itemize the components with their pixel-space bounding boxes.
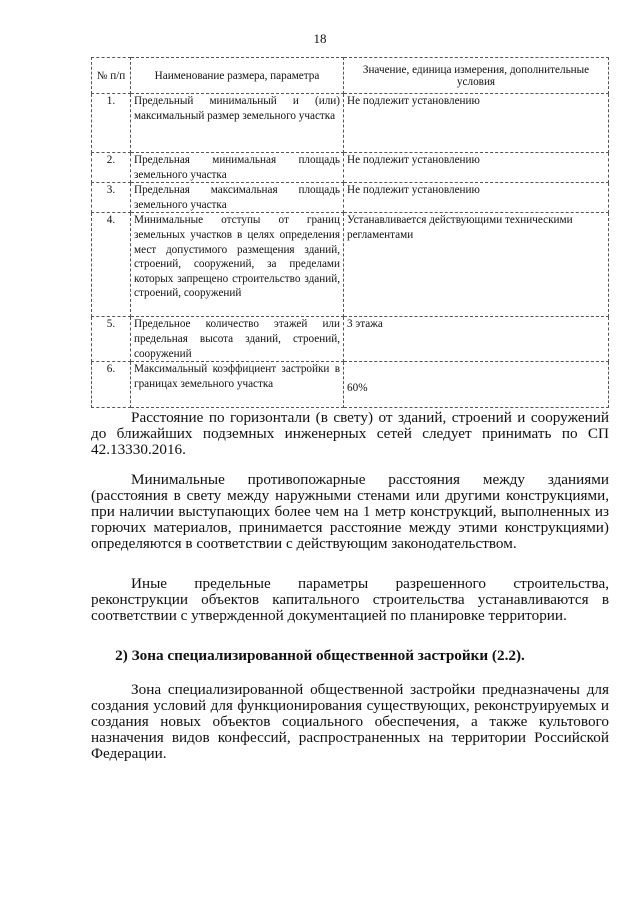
- row-value: 60%: [344, 362, 609, 408]
- table-row: [92, 213, 609, 317]
- paragraph-text: Зона специализированной общественной застройки предназначены для создания условий для функционирования существующих, реконструируемых и создания новых объектов социального обеспечения, а также культового назначения видов конфессий, распространенных на территории Российской Федерации.: [91, 681, 609, 762]
- row-number: 6.: [92, 362, 131, 408]
- row-value: 3 этажа: [344, 317, 609, 362]
- paragraph-other-parameters: [91, 576, 609, 624]
- section-heading: 2) Зона специализированной общественной застройки (2.2).: [115, 647, 525, 664]
- row-name: Предельная максимальная площадь земельного участка: [131, 183, 344, 213]
- parameters-table: [91, 57, 609, 408]
- section-paragraph: [91, 682, 609, 762]
- paragraph-text: Иные предельные параметры разрешенного строительства, реконструкции объектов капитального строительства устанавливаются в соответствии с утвержденной документацией по планировке территории.: [91, 575, 609, 624]
- table-row: [92, 362, 609, 408]
- row-name: Предельная минимальная площадь земельного участка: [131, 153, 344, 183]
- paragraph-text: Расстояние по горизонтали (в свету) от зданий, строений и сооружений до ближайших подземных инженерных сетей следует принимать по СП 42.13330.2016.: [91, 409, 609, 458]
- row-number: 5.: [92, 317, 131, 362]
- row-name: Максимальный коэффициент застройки в границах земельного участка: [131, 362, 344, 408]
- row-value: Не подлежит установлению: [344, 153, 609, 183]
- row-name: Минимальные отступы от границ земельных участков в целях определения мест допустимого размещения зданий, строений, сооружений, за пределами которых запрещено строительство зданий, строений, сооружений: [131, 213, 344, 317]
- header-value: Значение, единица измерения, дополнительные условия: [344, 58, 609, 94]
- paragraph-fire-distance: [91, 472, 609, 552]
- row-number: 3.: [92, 183, 131, 213]
- table-row: [92, 153, 609, 183]
- row-number: 1.: [92, 94, 131, 153]
- row-value: Не подлежит установлению: [344, 94, 609, 153]
- row-value: Не подлежит установлению: [344, 183, 609, 213]
- row-number: 4.: [92, 213, 131, 317]
- paragraph-utility-distance: [91, 410, 609, 458]
- row-name: Предельный минимальный и (или) максимальный размер земельного участка: [131, 94, 344, 153]
- header-number: № п/п: [92, 58, 131, 94]
- row-number: 2.: [92, 153, 131, 183]
- row-value: Устанавливается действующими техническими регламентами: [344, 213, 609, 317]
- table-row: [92, 94, 609, 153]
- page-number: 18: [313, 31, 327, 46]
- table-row: [92, 183, 609, 213]
- row-name: Предельное количество этажей или предельная высота зданий, строений, сооружений: [131, 317, 344, 362]
- table-header-row: [92, 58, 609, 94]
- table-row: [92, 317, 609, 362]
- paragraph-text: Минимальные противопожарные расстояния между зданиями (расстояния в свету между наружными стенами или другими конструкциями, при наличии выступающих более чем на 1 метр конструкций, выполненных из горючих материалов, принимается расстояние между этими конструкциями) определяются в соответствии с действующим законодательством.: [91, 471, 609, 552]
- header-name: Наименование размера, параметра: [131, 58, 344, 94]
